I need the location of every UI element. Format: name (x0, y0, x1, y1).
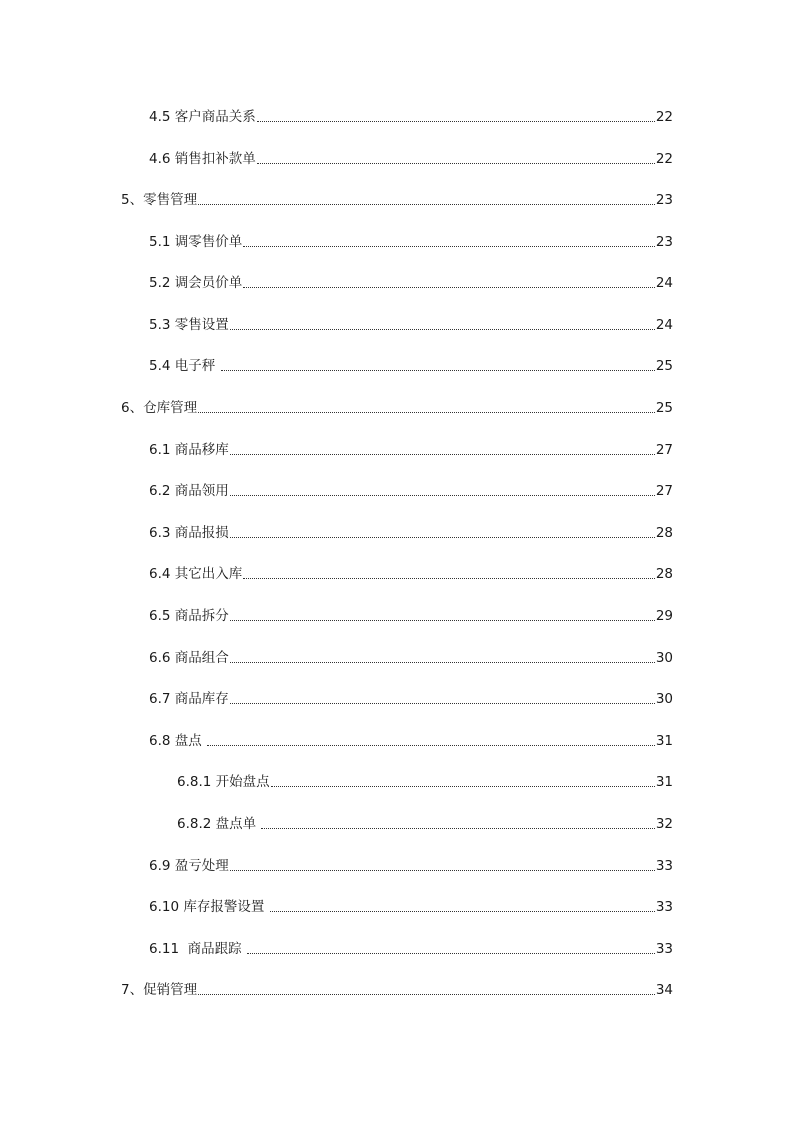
toc-dot-leader (247, 953, 655, 954)
toc-entry-title: 4.5 客户商品关系 (149, 109, 256, 125)
toc-entry-title: 6.6 商品组合 (149, 650, 229, 666)
toc-entry-title: 6.5 商品拆分 (149, 608, 229, 624)
toc-dot-leader (198, 412, 655, 413)
toc-entry[interactable] (149, 897, 673, 917)
toc-dot-leader (261, 828, 654, 829)
toc-page-number: 25 (655, 400, 673, 416)
toc-page-number: 30 (655, 650, 673, 666)
toc-entry[interactable] (149, 731, 673, 751)
toc-page-number: 28 (655, 566, 673, 582)
toc-entry[interactable] (149, 315, 673, 335)
toc-entry-title: 5.3 零售设置 (149, 317, 229, 333)
toc-dot-leader (243, 287, 655, 288)
toc-entry-title: 5.2 调会员价单 (149, 275, 243, 291)
toc-entry[interactable] (149, 273, 673, 293)
toc-entry-title: 5、零售管理 (121, 192, 198, 208)
toc-entry-title: 6.11 商品跟踪 (149, 941, 246, 957)
toc-dot-leader (230, 495, 655, 496)
toc-entry[interactable] (149, 648, 673, 668)
toc-entry[interactable] (121, 980, 673, 1000)
toc-dot-leader (257, 163, 655, 164)
toc-entry[interactable] (149, 440, 673, 460)
toc-page-number: 33 (655, 941, 673, 957)
toc-entry-title: 7、促销管理 (121, 982, 198, 998)
toc-entry-title: 6.10 库存报警设置 (149, 899, 269, 915)
toc-entry[interactable] (149, 856, 673, 876)
toc-dot-leader (243, 578, 655, 579)
toc-entry[interactable] (149, 939, 673, 959)
toc-entry-title: 6.4 其它出入库 (149, 566, 243, 582)
toc-entry[interactable] (121, 398, 673, 418)
toc-page-number: 25 (655, 358, 673, 374)
toc-entry-title: 6.9 盈亏处理 (149, 858, 229, 874)
toc-entry-title: 6.8.1 开始盘点 (177, 774, 270, 790)
toc-dot-leader (257, 121, 655, 122)
toc-dot-leader (230, 537, 655, 538)
toc-entry[interactable] (149, 107, 673, 127)
toc-page-number: 27 (655, 442, 673, 458)
toc-page-number: 29 (655, 608, 673, 624)
toc-page-number: 30 (655, 691, 673, 707)
toc-entry-title: 5.1 调零售价单 (149, 234, 243, 250)
toc-dot-leader (221, 370, 655, 371)
toc-entry[interactable] (121, 190, 673, 210)
toc-page-number: 33 (655, 858, 673, 874)
toc-page-number: 31 (655, 733, 673, 749)
toc-entry[interactable] (149, 356, 673, 376)
toc-entry-title: 6.7 商品库存 (149, 691, 229, 707)
toc-entry[interactable] (149, 481, 673, 501)
toc-page-number: 22 (655, 109, 673, 125)
toc-dot-leader (230, 329, 655, 330)
toc-dot-leader (230, 870, 655, 871)
toc-dot-leader (270, 911, 655, 912)
toc-dot-leader (198, 994, 655, 995)
toc-entry[interactable] (149, 232, 673, 252)
toc-page-number: 31 (655, 774, 673, 790)
toc-dot-leader (230, 703, 655, 704)
toc-entry[interactable] (149, 606, 673, 626)
toc-entry[interactable] (149, 689, 673, 709)
toc-entry[interactable] (149, 149, 673, 169)
toc-dot-leader (207, 745, 655, 746)
toc-dot-leader (230, 662, 655, 663)
toc-entry-title: 5.4 电子秤 (149, 358, 220, 374)
toc-dot-leader (198, 204, 655, 205)
toc-page-number: 32 (655, 816, 673, 832)
toc-entry[interactable] (149, 564, 673, 584)
toc-entry-title: 6、仓库管理 (121, 400, 198, 416)
toc-page-number: 28 (655, 525, 673, 541)
toc-entry-title: 6.3 商品报损 (149, 525, 229, 541)
toc-page-number: 24 (655, 317, 673, 333)
toc-dot-leader (271, 786, 655, 787)
toc-page-number: 24 (655, 275, 673, 291)
toc-page-number: 23 (655, 234, 673, 250)
toc-page-number: 23 (655, 192, 673, 208)
toc-entry[interactable] (177, 814, 673, 834)
toc-dot-leader (230, 620, 655, 621)
toc-entry-title: 6.1 商品移库 (149, 442, 229, 458)
toc-dot-leader (230, 454, 655, 455)
toc-entry[interactable] (149, 523, 673, 543)
toc-entry-title: 4.6 销售扣补款单 (149, 151, 256, 167)
toc-entry-title: 6.8.2 盘点单 (177, 816, 261, 832)
toc-dot-leader (243, 246, 655, 247)
toc-page-number: 34 (655, 982, 673, 998)
toc-page-number: 22 (655, 151, 673, 167)
toc-entry[interactable] (177, 772, 673, 792)
toc-page-number: 33 (655, 899, 673, 915)
toc-page-number: 27 (655, 483, 673, 499)
toc-entry-title: 6.8 盘点 (149, 733, 207, 749)
toc-entry-title: 6.2 商品领用 (149, 483, 229, 499)
